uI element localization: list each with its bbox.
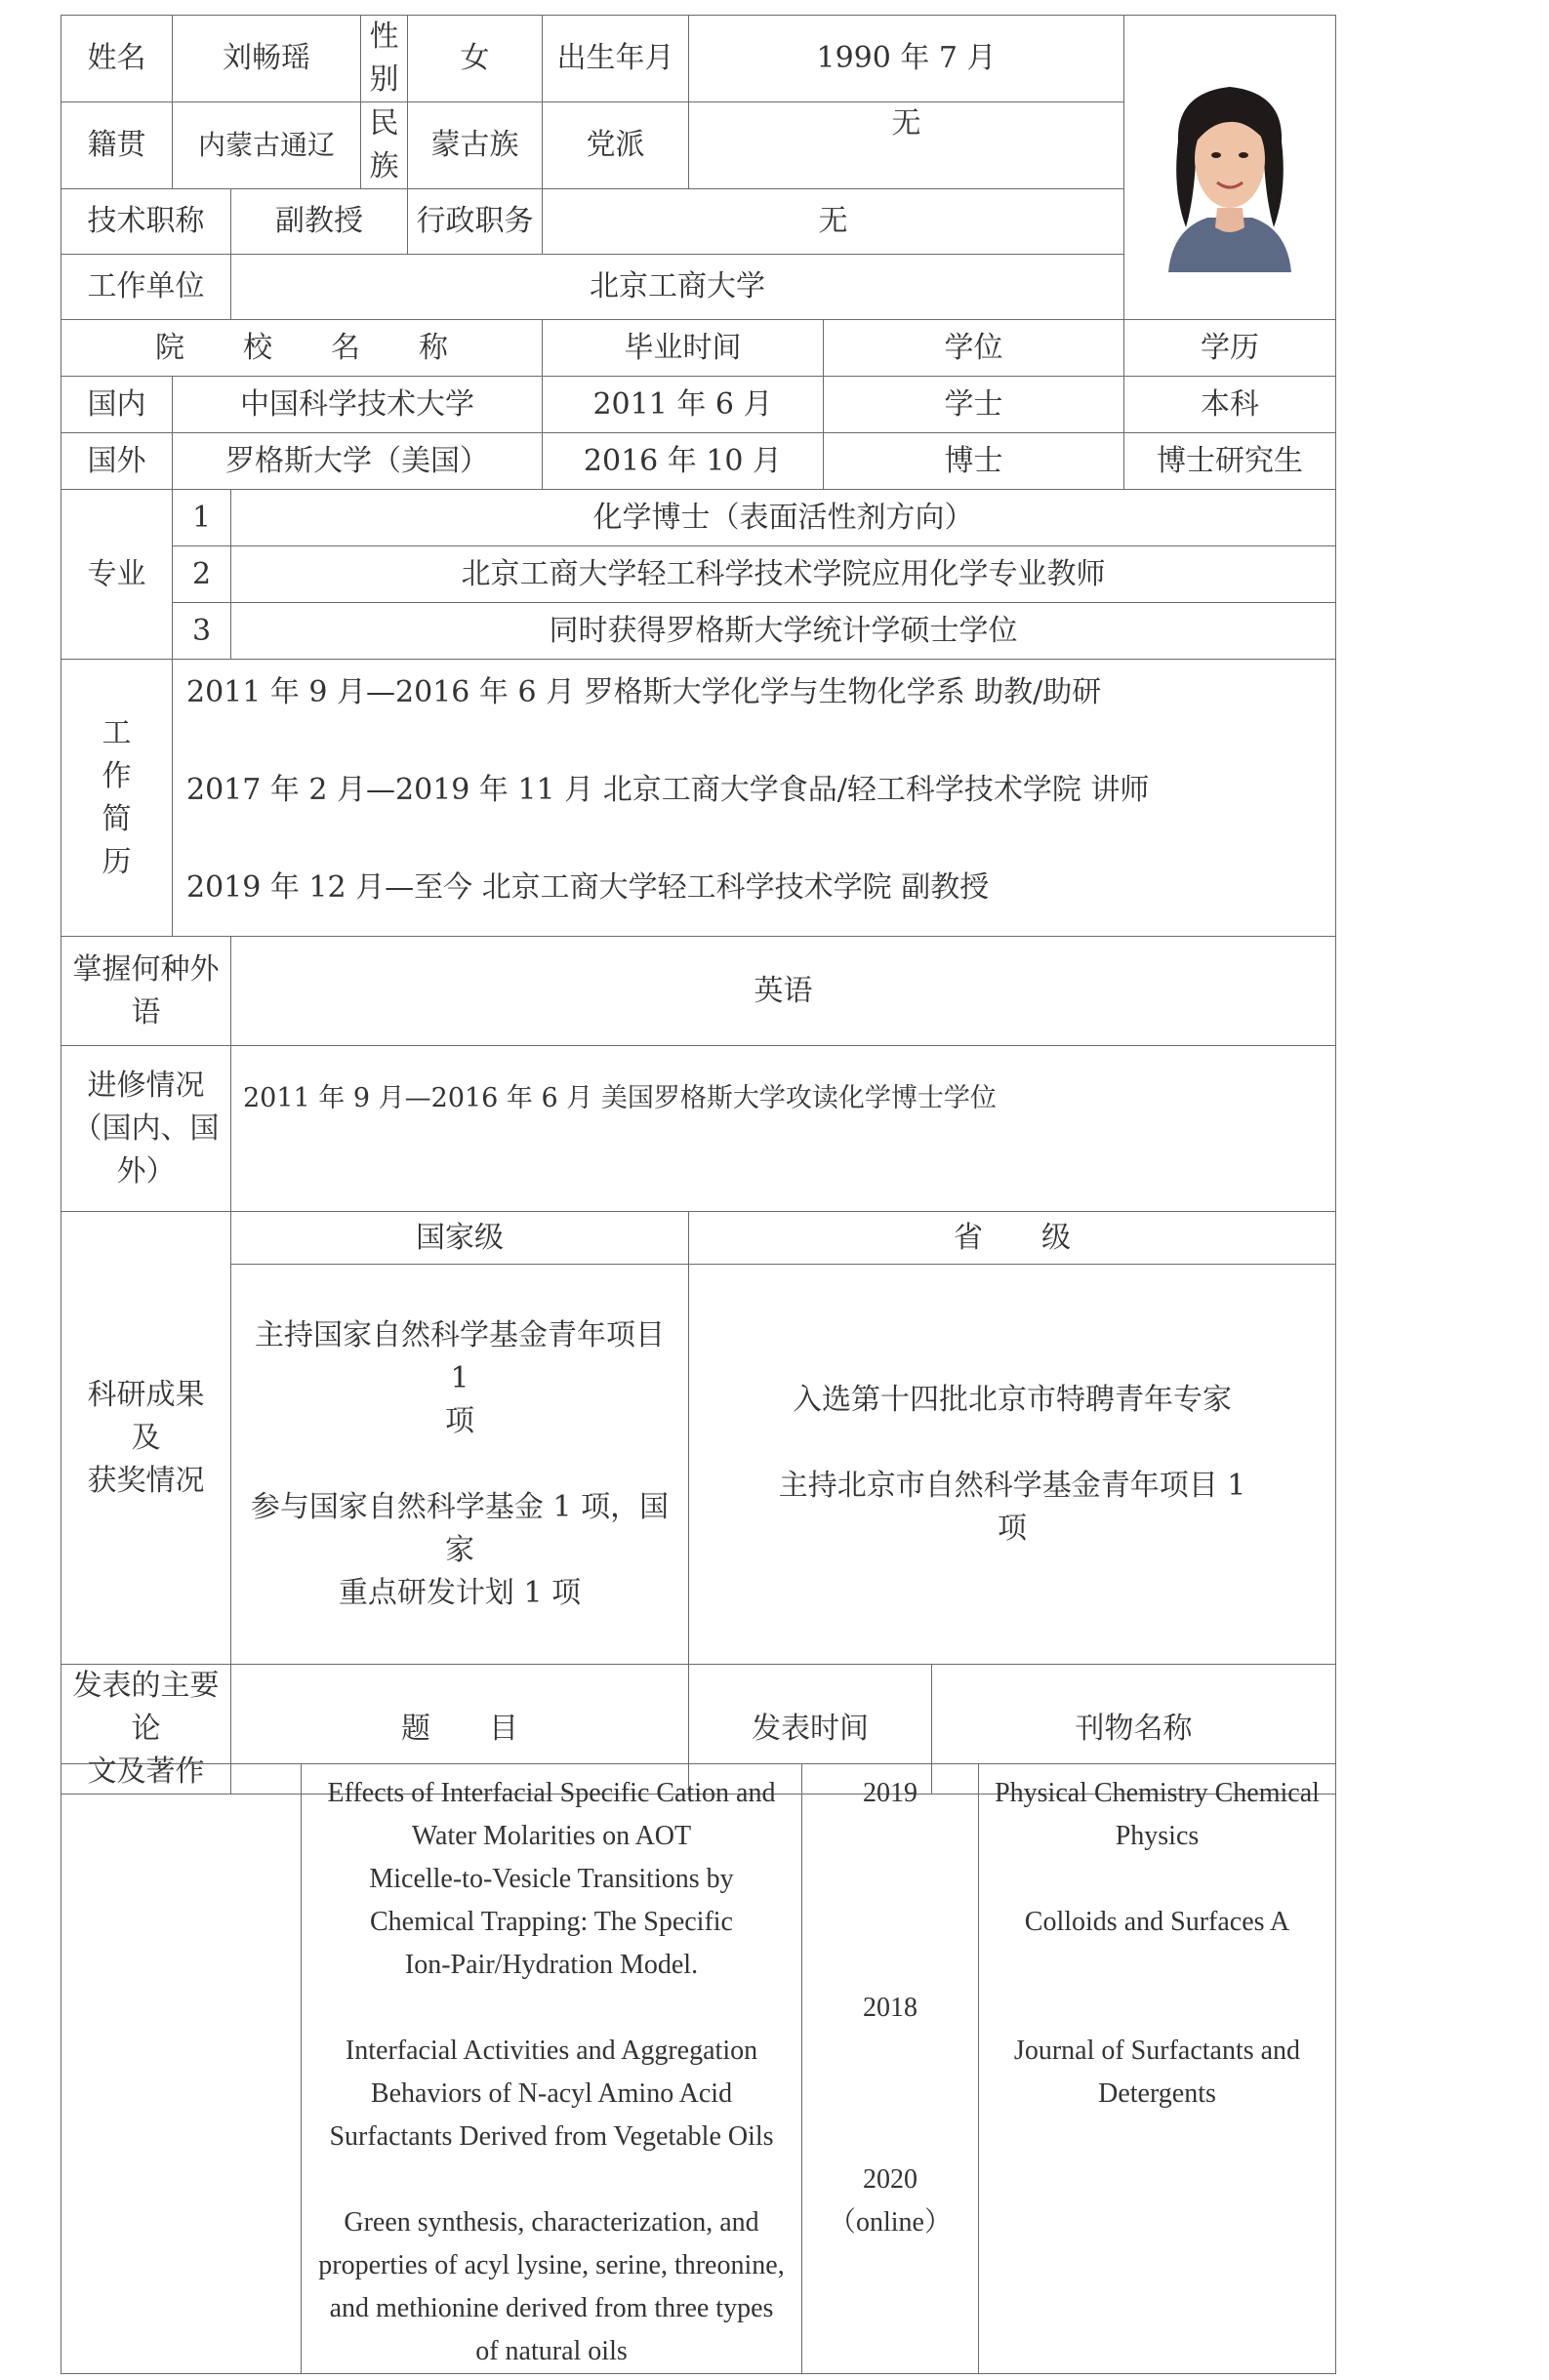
major-text-3: 同时获得罗格斯大学统计学硕士学位 bbox=[231, 603, 1336, 660]
language-label: 掌握何种外语 bbox=[61, 937, 231, 1046]
edu-region-domestic: 国内 bbox=[61, 377, 173, 433]
study-value: 2011 年 9 月—2016 年 6 月 美国罗格斯大学攻读化学博士学位 bbox=[231, 1046, 1336, 1212]
provincial-item-2-line-2: 项 bbox=[998, 1511, 1028, 1546]
research-label: 科研成果 及 获奖情况 bbox=[61, 1212, 231, 1665]
gender-value: 女 bbox=[408, 16, 543, 102]
provincial-item-1: 入选第十四批北京市特聘青年专家 bbox=[793, 1382, 1233, 1417]
research-provincial bbox=[689, 1265, 1336, 1665]
edu-level-foreign: 博士研究生 bbox=[1124, 433, 1336, 490]
work-item-3: 2019 年 12 月—至今 北京工商大学轻工科学技术学院 副教授 bbox=[186, 870, 990, 905]
admin-value: 无 bbox=[543, 189, 1124, 255]
major-text-2: 北京工商大学轻工科学技术学院应用化学专业教师 bbox=[231, 546, 1336, 603]
native-value: 内蒙古通辽 bbox=[173, 102, 361, 189]
papers-titles bbox=[302, 1764, 802, 2374]
unit-value: 北京工商大学 bbox=[231, 255, 1124, 320]
work-label: 工 作 简 历 bbox=[61, 660, 173, 937]
resume-table bbox=[61, 15, 1336, 1795]
ethnic-label: 民族 bbox=[361, 102, 408, 189]
edu-degree-foreign: 博士 bbox=[824, 433, 1124, 490]
admin-label: 行政职务 bbox=[408, 189, 543, 255]
edu-school-domestic: 中国科学技术大学 bbox=[173, 377, 543, 433]
paper-journal-3: Journal of Surfactants and Detergents bbox=[1013, 2036, 1301, 2109]
paper-year-3: 2020 bbox=[863, 2164, 917, 2195]
edu-header-time: 毕业时间 bbox=[543, 320, 824, 377]
edu-degree-domestic: 学士 bbox=[824, 377, 1124, 433]
major-label: 专业 bbox=[61, 490, 173, 660]
papers-header-title: 题 目 bbox=[231, 1665, 689, 1795]
unit-label: 工作单位 bbox=[61, 255, 231, 320]
title-label: 技术职称 bbox=[61, 189, 231, 255]
birth-label: 出生年月 bbox=[543, 16, 689, 102]
name-value: 刘畅瑶 bbox=[173, 16, 361, 102]
edu-time-domestic: 2011 年 6 月 bbox=[543, 377, 824, 433]
edu-level-domestic: 本科 bbox=[1124, 377, 1336, 433]
paper-title-1: Effects of Interfacial Specific Cation and Water Molarities on AOT Micelle-to-Vesicle Transitions by Chemical Trapping: The Specific Ion-Pair/Hydration Model. bbox=[327, 1778, 776, 1980]
paper-journal-1: Physical Chemistry Chemical Physics bbox=[995, 1778, 1320, 1851]
papers-years bbox=[802, 1764, 979, 2374]
national-item-1-line-1: 主持国家自然科学基金青年项目 1 bbox=[255, 1317, 665, 1395]
papers-empty-label bbox=[61, 1764, 302, 2374]
research-national bbox=[231, 1265, 689, 1665]
ethnic-value: 蒙古族 bbox=[408, 102, 543, 189]
study-label: 进修情况 （国内、国外） bbox=[61, 1046, 231, 1212]
major-num-2: 2 bbox=[173, 546, 231, 603]
paper-title-3: Green synthesis, characterization, and properties of acyl lysine, serine, threonine, and methionine derived from three types of natural oils bbox=[318, 2207, 785, 2366]
edu-school-foreign: 罗格斯大学（美国） bbox=[173, 433, 543, 490]
paper-journal-2: Colloids and Surfaces A bbox=[1024, 1907, 1290, 1937]
papers-header-time: 发表时间 bbox=[689, 1665, 932, 1795]
paper-year-3-note: （online） bbox=[829, 2207, 952, 2238]
national-item-2-line-1: 参与国家自然科学基金 1 项，国家 bbox=[250, 1489, 670, 1567]
portrait-image bbox=[1149, 63, 1311, 272]
edu-header-school: 院 校 名 称 bbox=[61, 320, 543, 377]
major-text-1: 化学博士（表面活性剂方向） bbox=[231, 490, 1336, 546]
national-item-1-line-2: 项 bbox=[445, 1403, 474, 1438]
paper-year-1: 2019 bbox=[863, 1778, 917, 1808]
papers-journals bbox=[979, 1764, 1336, 2374]
work-history bbox=[173, 660, 1336, 937]
provincial-item-2-line-1: 主持北京市自然科学基金青年项目 1 bbox=[778, 1468, 1246, 1503]
title-value: 副教授 bbox=[231, 189, 408, 255]
national-item-2-line-2: 重点研发计划 1 项 bbox=[338, 1575, 582, 1610]
language-value: 英语 bbox=[231, 937, 1336, 1046]
paper-year-2: 2018 bbox=[863, 1993, 917, 2023]
papers-header-journal: 刊物名称 bbox=[932, 1665, 1336, 1795]
edu-header-level: 学历 bbox=[1124, 320, 1336, 377]
party-value: 无 bbox=[689, 102, 1124, 189]
party-label: 党派 bbox=[543, 102, 689, 189]
major-num-3: 3 bbox=[173, 603, 231, 660]
edu-region-foreign: 国外 bbox=[61, 433, 173, 490]
gender-label: 性别 bbox=[361, 16, 408, 102]
name-label: 姓名 bbox=[61, 16, 173, 102]
portrait-photo bbox=[1149, 63, 1311, 272]
photo-cell bbox=[1124, 16, 1336, 320]
papers-label: 发表的主要论 文及著作 bbox=[61, 1665, 231, 1795]
papers-table bbox=[61, 1763, 1336, 2374]
major-num-1: 1 bbox=[173, 490, 231, 546]
birth-value: 1990 年 7 月 bbox=[689, 16, 1124, 102]
native-label: 籍贯 bbox=[61, 102, 173, 189]
paper-title-2: Interfacial Activities and Aggregation Behaviors of N-acyl Amino Acid Surfactants Derived from Vegetable Oils bbox=[329, 2036, 774, 2152]
work-item-1: 2011 年 9 月—2016 年 6 月 罗格斯大学化学与生物化学系 助教/助研 bbox=[186, 675, 1102, 709]
edu-header-degree: 学位 bbox=[824, 320, 1124, 377]
work-item-2: 2017 年 2 月—2019 年 11 月 北京工商大学食品/轻工科学技术学院 讲师 bbox=[186, 773, 1150, 807]
research-provincial-header: 省 级 bbox=[689, 1212, 1336, 1265]
edu-time-foreign: 2016 年 10 月 bbox=[543, 433, 824, 490]
research-national-header: 国家级 bbox=[231, 1212, 689, 1265]
